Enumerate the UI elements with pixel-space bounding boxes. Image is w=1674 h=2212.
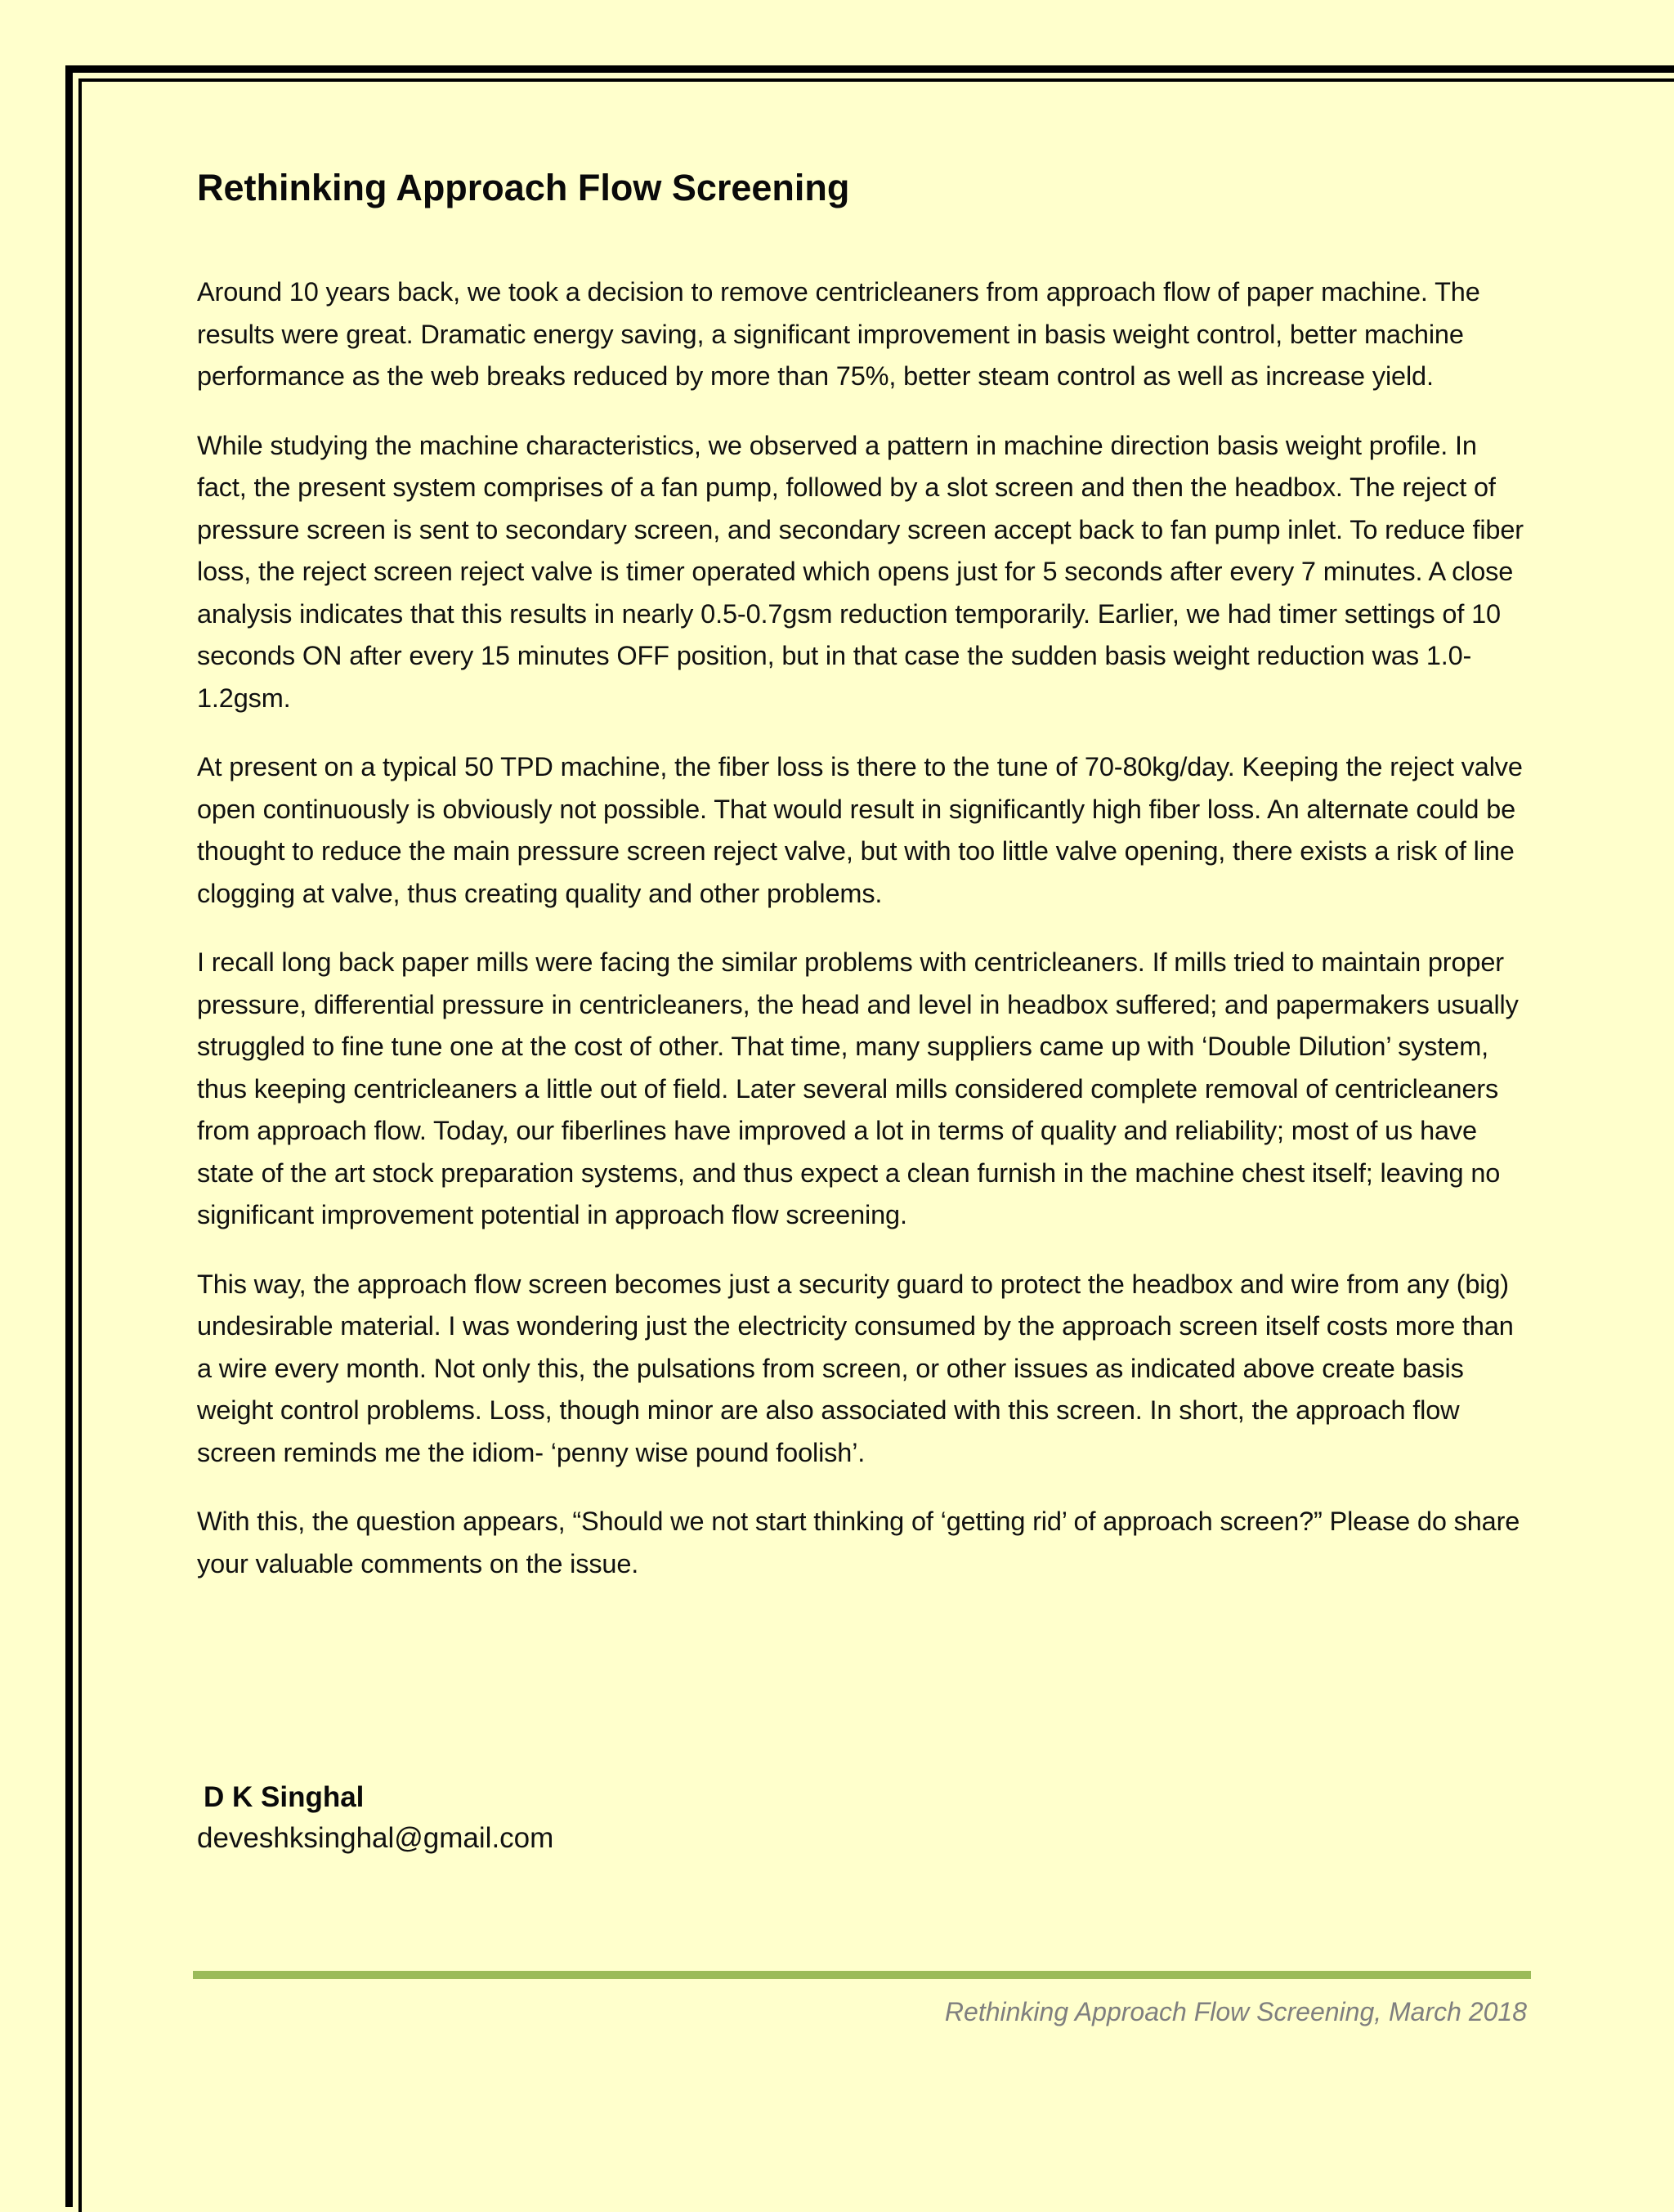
paragraph-4: I recall long back paper mills were facing the similar problems with centricleaners. If mills tried to maintain proper pressure, differential pressure in centricleaners, the head and level in headbox suffered; and papermakers usually struggled to fine tune one at the cost of other. That time, many suppliers came up with ‘Double Dilution’ system, thus keeping centricleaners a little out of field. Later several mills considered complete removal of centricleaners from approach flow. Today, our fiberlines have improved a lot in terms of quality and reliability; most of us have state of the art stock preparation systems, and thus expect a clean furnish in the machine chest itself; leaving no significant improvement potential in approach flow screening. bbox=[197, 947, 1519, 1229]
paragraph-1: Around 10 years back, we took a decision to remove centricleaners from approach flow of paper machine. The results were great. Dramatic energy saving, a significant improvement in basis weight control, better machine performance as the web breaks reduced by more than 75%, better steam control as well as increase yield. bbox=[197, 277, 1480, 391]
article-body bbox=[197, 162, 1529, 1612]
paragraph-6: With this, the question appears, “Should we not start thinking of ‘getting rid’ of approach screen?” Please do share your valuable comments on the issue. bbox=[197, 1507, 1520, 1578]
article-title: Rethinking Approach Flow Screening bbox=[197, 167, 850, 208]
paragraph-3: At present on a typical 50 TPD machine, the fiber loss is there to the tune of 70-80kg/day. Keeping the reject valve open continuously is obviously not possible. That would result in significantly high fiber loss. An alternate could be thought to reduce the main pressure screen reject valve, but with too little valve opening, there exists a risk of line clogging at valve, thus creating quality and other problems. bbox=[197, 752, 1523, 908]
author-email[interactable]: deveshksinghal@gmail.com bbox=[197, 1822, 554, 1854]
paragraph-5: This way, the approach flow screen becomes just a security guard to protect the headbox and wire from any (big) undesirable material. I was wondering just the electricity consumed by the approach screen itself costs more than a wire every month. Not only this, the pulsations from screen, or other issues as indicated above create basis weight control problems. Loss, though minor are also associated with this screen. In short, the approach flow screen reminds me the idiom- ‘penny wise pound foolish’. bbox=[197, 1269, 1514, 1467]
footer-divider bbox=[193, 1971, 1531, 1979]
signature-block bbox=[197, 1777, 553, 1859]
author-name: D K Singhal bbox=[204, 1781, 365, 1813]
paragraph-2: While studying the machine characteristics, we observed a pattern in machine direction basis weight profile. In fact, the present system comprises of a fan pump, followed by a slot screen and then the headbox. The reject of pressure screen is sent to secondary screen, and secondary screen accept back to fan pump inlet. To reduce fiber loss, the reject screen reject valve is timer operated which opens just for 5 seconds after every 7 minutes. A close analysis indicates that this results in nearly 0.5-0.7gsm reduction temporarily. Earlier, we had timer settings of 10 seconds ON after every 15 minutes OFF position, but in that case the sudden basis weight reduction was 1.0-1.2gsm. bbox=[197, 430, 1524, 713]
footer-caption: Rethinking Approach Flow Screening, March 2018 bbox=[944, 1997, 1527, 2026]
